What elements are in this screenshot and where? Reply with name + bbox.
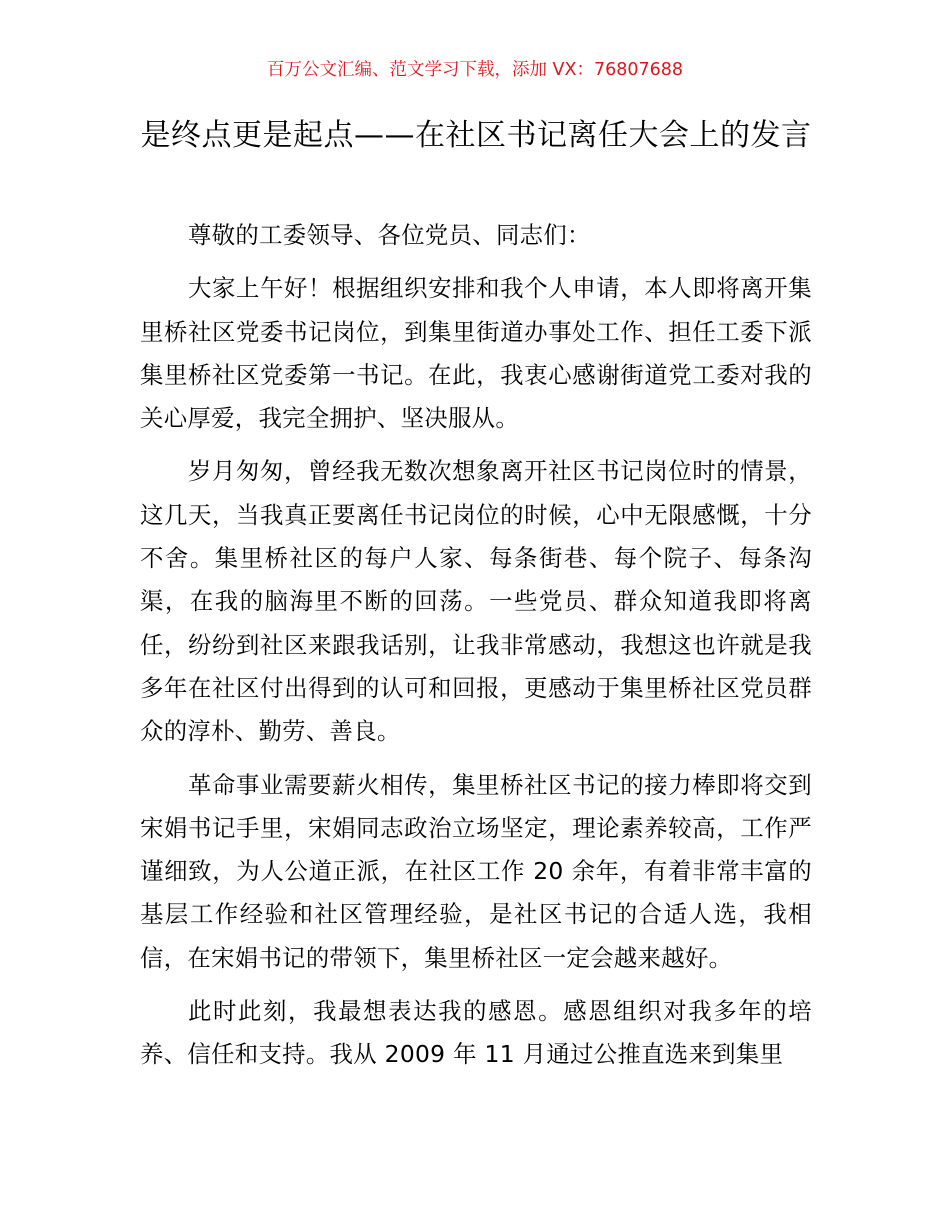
body-paragraph: 岁月匆匆，曾经我无数次想象离开社区书记岗位时的情景，这几天，当我真正要离任书记岗位的时候，心中无限感慨，十分不舍。集里桥社区的每户人家、每条街巷、每个院子、每条沟渠，在我的脑海里不断的回荡。一些党员、群众知道我即将离任，纷纷到社区来跟我话别，让我非常感动，我想这也许就是我多年在社区付出得到的认可和回报，更感动于集里桥社区党员群众的淳朴、勤劳、善良。 bbox=[140, 457, 812, 746]
body-paragraph: 此时此刻，我最想表达我的感恩。感恩组织对我多年的培养、信任和支持。我从 2009 年 11 月通过公推直选来到集里 bbox=[140, 997, 812, 1069]
body-paragraph: 革命事业需要薪火相传，集里桥社区书记的接力棒即将交到宋娟书记手里，宋娟同志政治立场坚定，理论素养较高，工作严谨细致，为人公道正派，在社区工作 20 余年，有着非常丰富的基层工作经验和社区管理经验，是社区书记的合适人选，我相信，在宋娟书记的带领下，集里桥社区一定会越来越好。 bbox=[140, 770, 812, 972]
body-paragraph: 大家上午好！根据组织安排和我个人申请，本人即将离开集里桥社区党委书记岗位，到集里街道办事处工作、担任工委下派集里桥社区党委第一书记。在此，我衷心感谢街道党工委对我的关心厚爱，我完全拥护、坚决服从。 bbox=[140, 274, 812, 433]
document-title: 是终点更是起点——在社区书记离任大会上的发言 bbox=[140, 118, 812, 153]
salutation-paragraph: 尊敬的工委领导、各位党员、同志们： bbox=[188, 221, 591, 249]
document-body bbox=[140, 214, 812, 1077]
header-watermark-note: 百万公文汇编、范文学习下载，添加 VX：76807688 bbox=[266, 60, 684, 80]
